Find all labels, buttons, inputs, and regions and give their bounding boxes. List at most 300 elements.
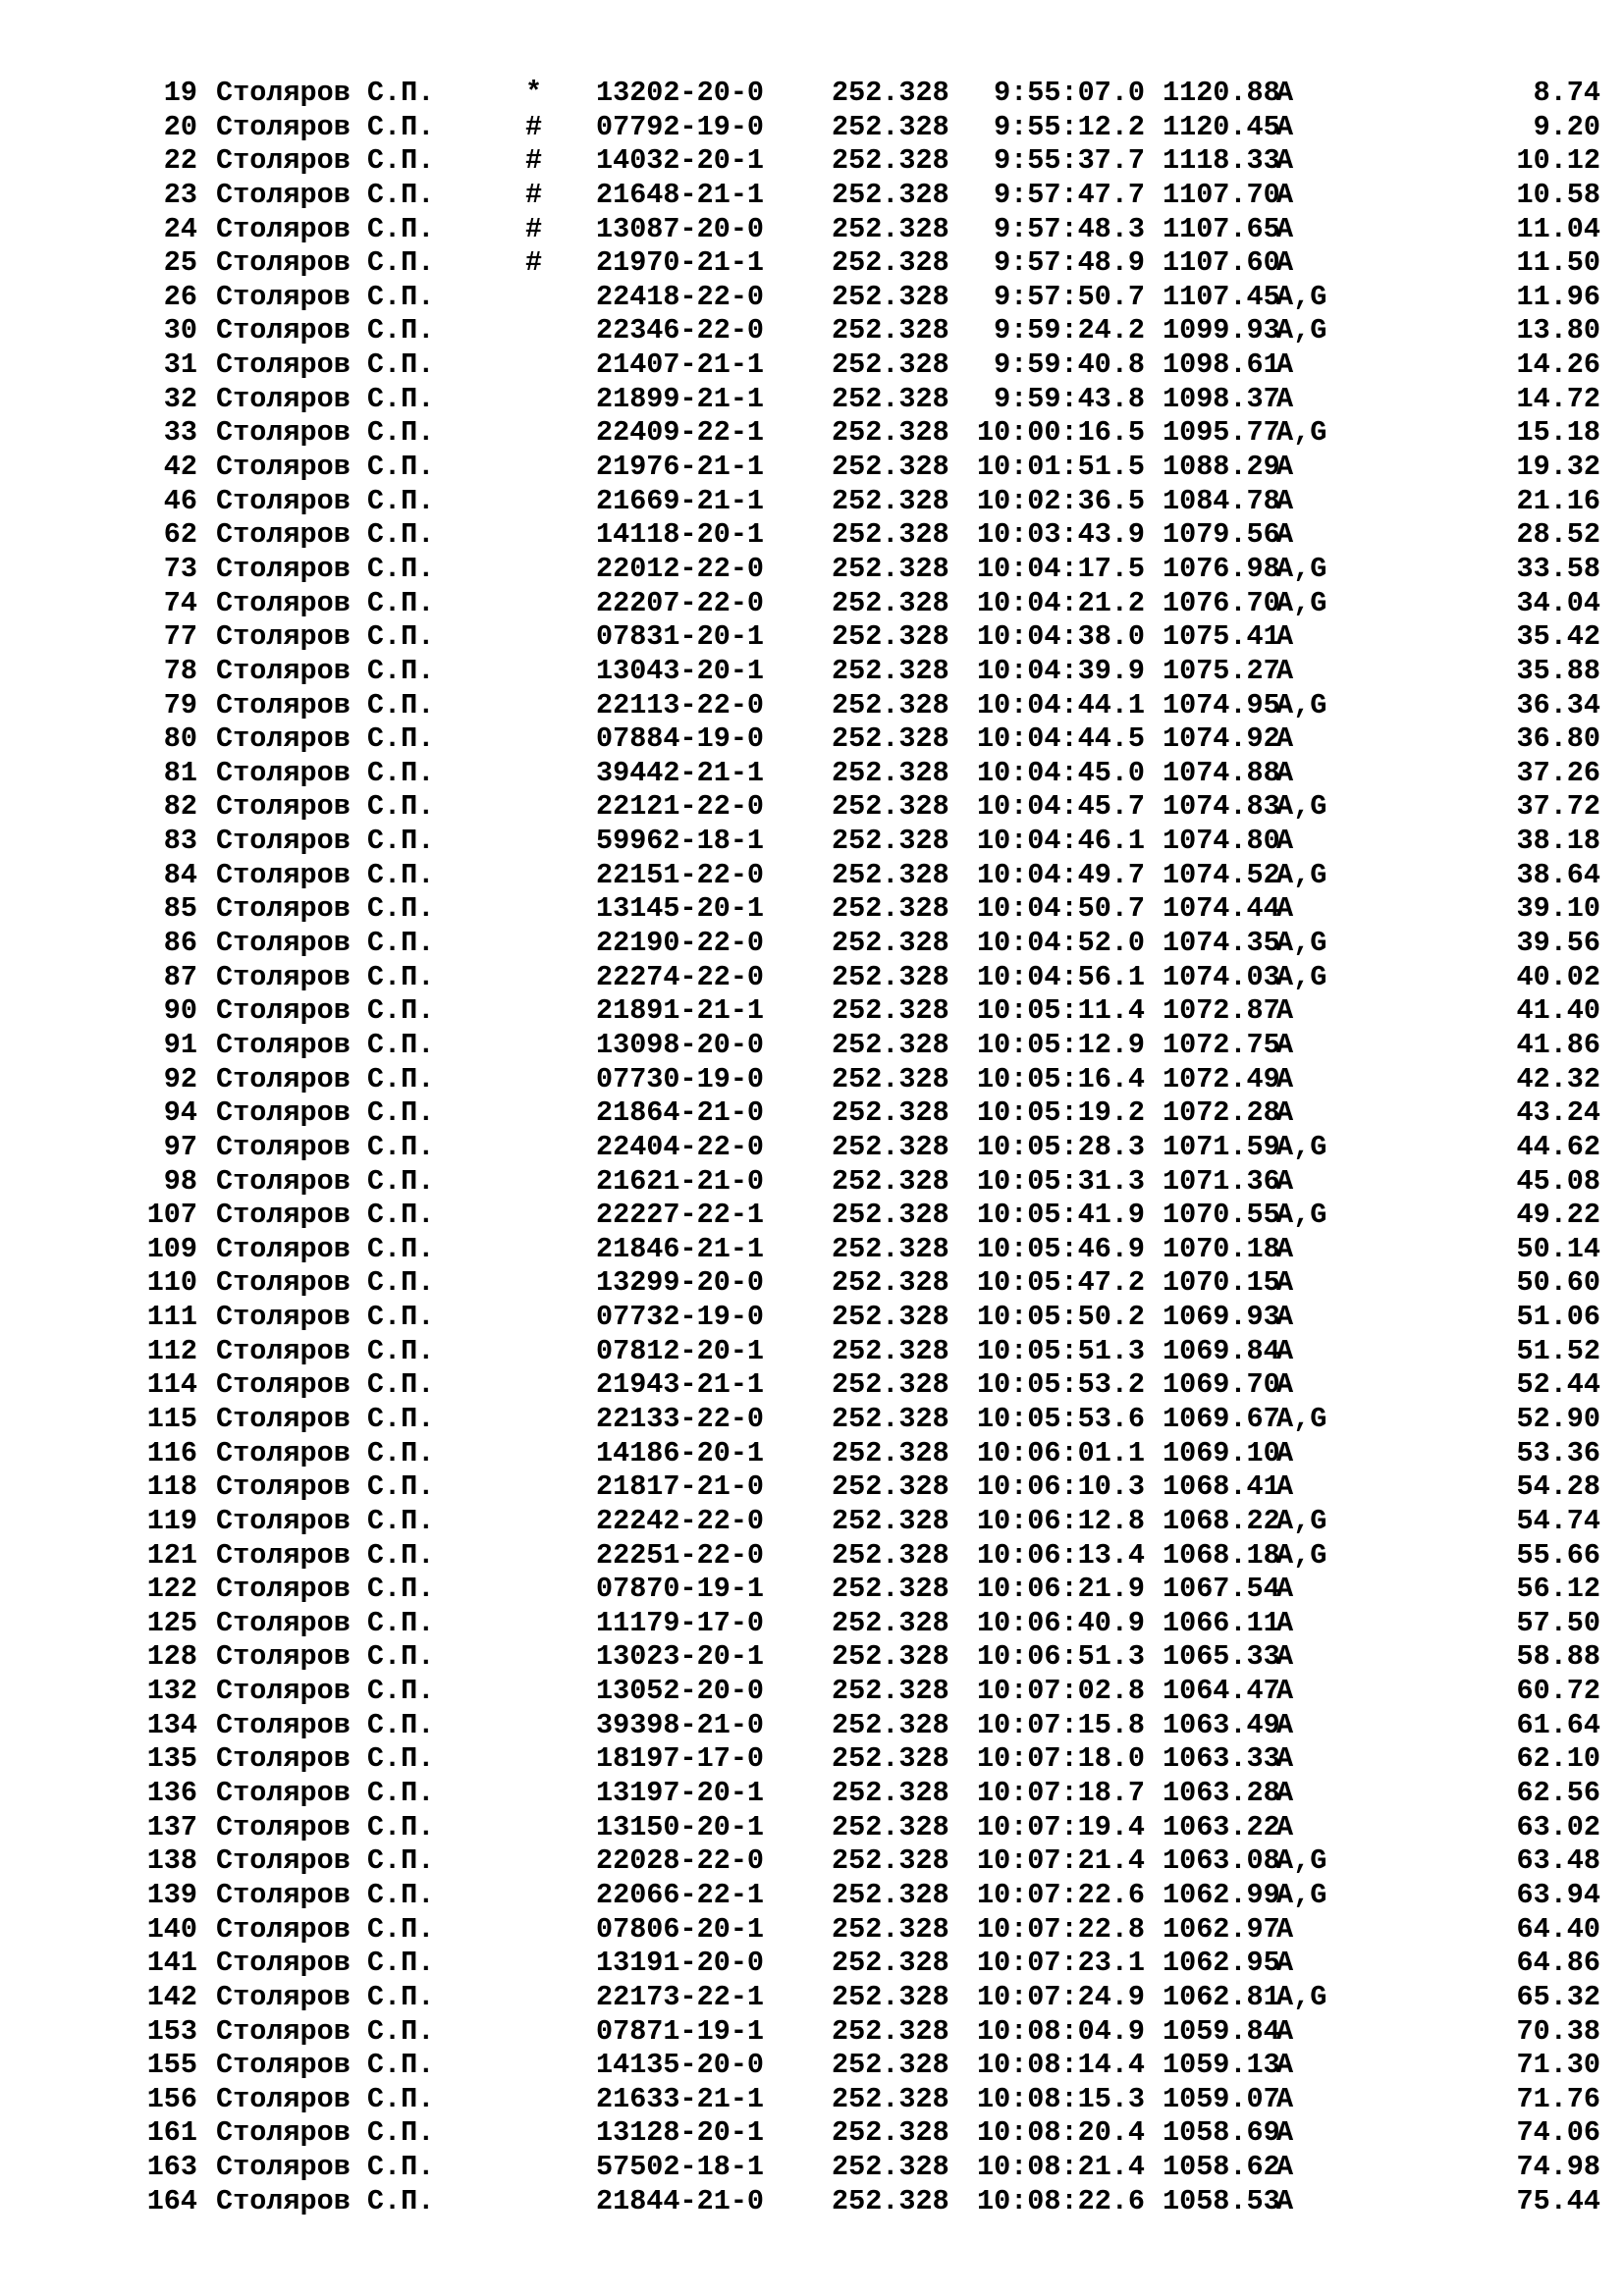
participant-name: Столяров С.П. <box>216 1708 435 1741</box>
speed-value: 1070.18 <box>1163 1232 1280 1265</box>
time-value: 10:08:15.3 <box>976 2082 1145 2115</box>
speed-value: 1079.56 <box>1163 518 1280 552</box>
speed-value: 1088.29 <box>1163 451 1280 484</box>
distance-value: 252.328 <box>832 314 949 347</box>
score-value: 64.86 <box>1516 1947 1600 1980</box>
entry-id: 07831-20-1 <box>596 620 765 654</box>
entry-id: 22190-22-0 <box>596 927 765 960</box>
table-row <box>98 1913 1610 1948</box>
speed-value: 1084.78 <box>1163 484 1280 517</box>
time-value: 10:06:13.4 <box>976 1538 1145 1572</box>
status-code: A,G <box>1276 927 1327 960</box>
score-value: 13.80 <box>1516 314 1600 347</box>
distance-value: 252.328 <box>832 178 949 211</box>
speed-value: 1074.03 <box>1163 960 1280 993</box>
score-value: 19.32 <box>1516 451 1600 484</box>
speed-value: 1107.45 <box>1163 280 1280 313</box>
participant-name: Столяров С.П. <box>216 382 435 415</box>
speed-value: 1074.80 <box>1163 825 1280 858</box>
score-value: 14.72 <box>1516 382 1600 415</box>
entry-id: 22028-22-0 <box>596 1844 765 1878</box>
participant-name: Столяров С.П. <box>216 1232 435 1265</box>
entry-id: 21943-21-1 <box>596 1368 765 1402</box>
entry-id: 21846-21-1 <box>596 1232 765 1265</box>
entry-id: 07730-19-0 <box>596 1062 765 1095</box>
status-code: A,G <box>1276 1844 1327 1878</box>
status-code: A,G <box>1276 1538 1327 1572</box>
participant-name: Столяров С.П. <box>216 1912 435 1946</box>
speed-value: 1074.52 <box>1163 858 1280 891</box>
status-code: A,G <box>1276 416 1327 450</box>
participant-name: Столяров С.П. <box>216 1980 435 2013</box>
participant-name: Столяров С.П. <box>216 1334 435 1367</box>
time-value: 10:05:31.3 <box>976 1164 1145 1198</box>
participant-name: Столяров С.П. <box>216 2184 435 2217</box>
row-number: 42 <box>163 451 197 484</box>
score-value: 52.90 <box>1516 1402 1600 1435</box>
participant-name: Столяров С.П. <box>216 1368 435 1402</box>
time-value: 10:07:24.9 <box>976 1980 1145 2013</box>
participant-name: Столяров С.П. <box>216 892 435 926</box>
entry-id: 21648-21-1 <box>596 178 765 211</box>
mark-flag: # <box>525 144 543 178</box>
row-number: 163 <box>146 2151 197 2184</box>
row-number: 73 <box>163 552 197 585</box>
speed-value: 1069.67 <box>1163 1402 1280 1435</box>
score-value: 21.16 <box>1516 484 1600 517</box>
time-value: 10:07:19.4 <box>976 1810 1145 1843</box>
score-value: 74.06 <box>1516 2116 1600 2150</box>
time-value: 10:05:19.2 <box>976 1096 1145 1130</box>
row-number: 23 <box>163 178 197 211</box>
time-value: 10:04:17.5 <box>976 552 1145 585</box>
status-code: A <box>1276 1096 1294 1130</box>
participant-name: Столяров С.П. <box>216 1777 435 1810</box>
time-value: 10:05:41.9 <box>976 1199 1145 1232</box>
time-value: 10:05:12.9 <box>976 1028 1145 1061</box>
status-code: A <box>1276 1810 1294 1843</box>
distance-value: 252.328 <box>832 1912 949 1946</box>
time-value: 10:07:02.8 <box>976 1675 1145 1708</box>
entry-id: 21891-21-1 <box>596 994 765 1028</box>
speed-value: 1066.11 <box>1163 1606 1280 1639</box>
participant-name: Столяров С.П. <box>216 1810 435 1843</box>
entry-id: 21633-21-1 <box>596 2082 765 2115</box>
row-number: 137 <box>146 1810 197 1843</box>
time-value: 10:04:45.7 <box>976 790 1145 824</box>
participant-name: Столяров С.П. <box>216 994 435 1028</box>
status-code: A <box>1276 2116 1294 2150</box>
participant-name: Столяров С.П. <box>216 1844 435 1878</box>
status-code: A <box>1276 77 1294 109</box>
distance-value: 252.328 <box>832 1436 949 1469</box>
participant-name: Столяров С.П. <box>216 654 435 687</box>
entry-id: 39398-21-0 <box>596 1708 765 1741</box>
time-value: 10:04:44.1 <box>976 688 1145 721</box>
time-value: 10:04:50.7 <box>976 892 1145 926</box>
row-number: 92 <box>163 1062 197 1095</box>
distance-value: 252.328 <box>832 1878 949 1911</box>
speed-value: 1058.53 <box>1163 2184 1280 2217</box>
table-row <box>98 587 1610 621</box>
status-code: A <box>1276 246 1294 280</box>
participant-name: Столяров С.П. <box>216 484 435 517</box>
entry-id: 14186-20-1 <box>596 1436 765 1469</box>
time-value: 10:08:21.4 <box>976 2151 1145 2184</box>
entry-id: 13023-20-1 <box>596 1640 765 1674</box>
speed-value: 1058.62 <box>1163 2151 1280 2184</box>
speed-value: 1074.88 <box>1163 756 1280 789</box>
table-row <box>98 1131 1610 1165</box>
entry-id: 13087-20-0 <box>596 212 765 245</box>
table-row <box>98 722 1610 757</box>
score-value: 54.74 <box>1516 1504 1600 1537</box>
entry-id: 13202-20-0 <box>596 77 765 109</box>
table-row <box>98 1675 1610 1709</box>
speed-value: 1065.33 <box>1163 1640 1280 1674</box>
time-value: 10:03:43.9 <box>976 518 1145 552</box>
row-number: 85 <box>163 892 197 926</box>
distance-value: 252.328 <box>832 2049 949 2082</box>
row-number: 107 <box>146 1199 197 1232</box>
participant-name: Столяров С.П. <box>216 1266 435 1300</box>
score-value: 71.76 <box>1516 2082 1600 2115</box>
row-number: 156 <box>146 2082 197 2115</box>
table-row <box>98 655 1610 689</box>
distance-value: 252.328 <box>832 484 949 517</box>
time-value: 10:07:21.4 <box>976 1844 1145 1878</box>
score-value: 75.44 <box>1516 2184 1600 2217</box>
score-value: 56.12 <box>1516 1573 1600 1606</box>
row-number: 79 <box>163 688 197 721</box>
status-code: A,G <box>1276 790 1327 824</box>
table-row <box>98 1879 1610 1913</box>
entry-id: 22274-22-0 <box>596 960 765 993</box>
participant-name: Столяров С.П. <box>216 620 435 654</box>
distance-value: 252.328 <box>832 994 949 1028</box>
score-value: 62.10 <box>1516 1742 1600 1776</box>
entry-id: 07732-19-0 <box>596 1301 765 1334</box>
participant-name: Столяров С.П. <box>216 451 435 484</box>
row-number: 136 <box>146 1777 197 1810</box>
table-row <box>98 246 1610 281</box>
speed-value: 1074.35 <box>1163 927 1280 960</box>
participant-name: Столяров С.П. <box>216 790 435 824</box>
status-code: A <box>1276 1266 1294 1300</box>
entry-id: 22151-22-0 <box>596 858 765 891</box>
participant-name: Столяров С.П. <box>216 2049 435 2082</box>
distance-value: 252.328 <box>832 77 949 109</box>
time-value: 10:04:44.5 <box>976 722 1145 756</box>
row-number: 118 <box>146 1470 197 1504</box>
participant-name: Столяров С.П. <box>216 2151 435 2184</box>
status-code: A,G <box>1276 960 1327 993</box>
table-row <box>98 2015 1610 2050</box>
time-value: 10:07:18.7 <box>976 1777 1145 1810</box>
entry-id: 21976-21-1 <box>596 451 765 484</box>
participant-name: Столяров С.П. <box>216 348 435 382</box>
speed-value: 1074.95 <box>1163 688 1280 721</box>
time-value: 10:06:12.8 <box>976 1504 1145 1537</box>
distance-value: 252.328 <box>832 1980 949 2013</box>
score-value: 9.20 <box>1533 110 1600 143</box>
status-code: A <box>1276 2082 1294 2115</box>
mark-flag: # <box>525 110 543 143</box>
status-code: A <box>1276 654 1294 687</box>
entry-id: 22133-22-0 <box>596 1402 765 1435</box>
score-value: 70.38 <box>1516 2014 1600 2048</box>
status-code: A <box>1276 1232 1294 1265</box>
participant-name: Столяров С.П. <box>216 1675 435 1708</box>
score-value: 15.18 <box>1516 416 1600 450</box>
status-code: A <box>1276 451 1294 484</box>
speed-value: 1120.45 <box>1163 110 1280 143</box>
row-number: 81 <box>163 756 197 789</box>
status-code: A,G <box>1276 552 1327 585</box>
participant-name: Столяров С.П. <box>216 314 435 347</box>
participant-name: Столяров С.П. <box>216 144 435 178</box>
speed-value: 1071.36 <box>1163 1164 1280 1198</box>
speed-value: 1058.69 <box>1163 2116 1280 2150</box>
score-value: 28.52 <box>1516 518 1600 552</box>
entry-id: 07871-19-1 <box>596 2014 765 2048</box>
row-number: 142 <box>146 1980 197 2013</box>
time-value: 9:57:47.7 <box>994 178 1145 211</box>
status-code: A <box>1276 722 1294 756</box>
time-value: 9:55:07.0 <box>994 77 1145 109</box>
entry-id: 07792-19-0 <box>596 110 765 143</box>
mark-flag: # <box>525 246 543 280</box>
table-row <box>98 1844 1610 1879</box>
score-value: 51.52 <box>1516 1334 1600 1367</box>
status-code: A <box>1276 620 1294 654</box>
distance-value: 252.328 <box>832 1232 949 1265</box>
time-value: 9:57:48.3 <box>994 212 1145 245</box>
speed-value: 1098.37 <box>1163 382 1280 415</box>
participant-name: Столяров С.П. <box>216 77 435 109</box>
speed-value: 1095.77 <box>1163 416 1280 450</box>
time-value: 10:01:51.5 <box>976 451 1145 484</box>
participant-name: Столяров С.П. <box>216 1402 435 1435</box>
table-row <box>98 825 1610 859</box>
score-value: 49.22 <box>1516 1199 1600 1232</box>
participant-name: Столяров С.П. <box>216 1470 435 1504</box>
speed-value: 1069.84 <box>1163 1334 1280 1367</box>
distance-value: 252.328 <box>832 1538 949 1572</box>
row-number: 80 <box>163 722 197 756</box>
table-row <box>98 892 1610 927</box>
entry-id: 22012-22-0 <box>596 552 765 585</box>
entry-id: 21669-21-1 <box>596 484 765 517</box>
speed-value: 1099.93 <box>1163 314 1280 347</box>
row-number: 128 <box>146 1640 197 1674</box>
score-value: 63.48 <box>1516 1844 1600 1878</box>
table-row <box>98 485 1610 519</box>
participant-name: Столяров С.П. <box>216 825 435 858</box>
time-value: 10:07:18.0 <box>976 1742 1145 1776</box>
score-value: 36.34 <box>1516 688 1600 721</box>
table-row <box>98 1470 1610 1505</box>
entry-id: 21864-21-0 <box>596 1096 765 1130</box>
row-number: 134 <box>146 1708 197 1741</box>
table-row <box>98 2116 1610 2151</box>
participant-name: Столяров С.П. <box>216 1504 435 1537</box>
speed-value: 1107.70 <box>1163 178 1280 211</box>
status-code: A,G <box>1276 1402 1327 1435</box>
entry-id: 13098-20-0 <box>596 1028 765 1061</box>
distance-value: 252.328 <box>832 858 949 891</box>
time-value: 10:05:51.3 <box>976 1334 1145 1367</box>
time-value: 10:05:50.2 <box>976 1301 1145 1334</box>
table-row <box>98 518 1610 553</box>
status-code: A <box>1276 1675 1294 1708</box>
speed-value: 1071.59 <box>1163 1130 1280 1163</box>
speed-value: 1075.41 <box>1163 620 1280 654</box>
distance-value: 252.328 <box>832 144 949 178</box>
speed-value: 1063.08 <box>1163 1844 1280 1878</box>
distance-value: 252.328 <box>832 1810 949 1843</box>
table-row <box>98 1777 1610 1811</box>
table-row <box>98 689 1610 723</box>
score-value: 44.62 <box>1516 1130 1600 1163</box>
distance-value: 252.328 <box>832 892 949 926</box>
status-code: A <box>1276 1606 1294 1639</box>
score-value: 37.72 <box>1516 790 1600 824</box>
score-value: 41.40 <box>1516 994 1600 1028</box>
table-row <box>98 859 1610 893</box>
entry-id: 21817-21-0 <box>596 1470 765 1504</box>
participant-name: Столяров С.П. <box>216 722 435 756</box>
status-code: A <box>1276 1640 1294 1674</box>
row-number: 20 <box>163 110 197 143</box>
distance-value: 252.328 <box>832 348 949 382</box>
distance-value: 252.328 <box>832 620 949 654</box>
distance-value: 252.328 <box>832 552 949 585</box>
status-code: A <box>1276 1742 1294 1776</box>
status-code: A <box>1276 892 1294 926</box>
entry-id: 13299-20-0 <box>596 1266 765 1300</box>
row-number: 155 <box>146 2049 197 2082</box>
time-value: 10:04:49.7 <box>976 858 1145 891</box>
table-row <box>98 927 1610 961</box>
time-value: 10:07:22.6 <box>976 1878 1145 1911</box>
time-value: 10:04:21.2 <box>976 586 1145 619</box>
score-value: 51.06 <box>1516 1301 1600 1334</box>
status-code: A <box>1276 110 1294 143</box>
status-code: A <box>1276 1436 1294 1469</box>
time-value: 10:04:46.1 <box>976 825 1145 858</box>
row-number: 91 <box>163 1028 197 1061</box>
table-row <box>98 994 1610 1029</box>
entry-id: 22418-22-0 <box>596 280 765 313</box>
score-value: 62.56 <box>1516 1777 1600 1810</box>
row-number: 125 <box>146 1606 197 1639</box>
distance-value: 252.328 <box>832 1301 949 1334</box>
distance-value: 252.328 <box>832 722 949 756</box>
row-number: 119 <box>146 1504 197 1537</box>
participant-name: Столяров С.П. <box>216 858 435 891</box>
distance-value: 252.328 <box>832 1640 949 1674</box>
row-number: 78 <box>163 654 197 687</box>
table-row <box>98 1199 1610 1233</box>
distance-value: 252.328 <box>832 1199 949 1232</box>
table-row <box>98 2151 1610 2185</box>
participant-name: Столяров С.П. <box>216 1062 435 1095</box>
table-row <box>98 1403 1610 1437</box>
participant-name: Столяров С.П. <box>216 1436 435 1469</box>
entry-id: 22113-22-0 <box>596 688 765 721</box>
status-code: A <box>1276 825 1294 858</box>
participant-name: Столяров С.П. <box>216 1130 435 1163</box>
speed-value: 1072.87 <box>1163 994 1280 1028</box>
row-number: 121 <box>146 1538 197 1572</box>
time-value: 10:05:53.2 <box>976 1368 1145 1402</box>
table-row <box>98 1266 1610 1301</box>
speed-value: 1059.13 <box>1163 2049 1280 2082</box>
row-number: 82 <box>163 790 197 824</box>
score-value: 50.14 <box>1516 1232 1600 1265</box>
entry-id: 07884-19-0 <box>596 722 765 756</box>
table-row <box>98 1742 1610 1777</box>
speed-value: 1059.07 <box>1163 2082 1280 2115</box>
time-value: 10:06:21.9 <box>976 1573 1145 1606</box>
speed-value: 1074.92 <box>1163 722 1280 756</box>
distance-value: 252.328 <box>832 2184 949 2217</box>
status-code: A <box>1276 348 1294 382</box>
table-row <box>98 1368 1610 1403</box>
table-row <box>98 1505 1610 1539</box>
entry-id: 14032-20-1 <box>596 144 765 178</box>
speed-value: 1063.33 <box>1163 1742 1280 1776</box>
distance-value: 252.328 <box>832 1708 949 1741</box>
score-value: 43.24 <box>1516 1096 1600 1130</box>
distance-value: 252.328 <box>832 1573 949 1606</box>
row-number: 32 <box>163 382 197 415</box>
distance-value: 252.328 <box>832 1062 949 1095</box>
row-number: 135 <box>146 1742 197 1776</box>
speed-value: 1076.70 <box>1163 586 1280 619</box>
score-value: 14.26 <box>1516 348 1600 382</box>
row-number: 138 <box>146 1844 197 1878</box>
score-value: 38.18 <box>1516 825 1600 858</box>
speed-value: 1062.97 <box>1163 1912 1280 1946</box>
table-row <box>98 144 1610 179</box>
time-value: 10:08:04.9 <box>976 2014 1145 2048</box>
score-value: 37.26 <box>1516 756 1600 789</box>
speed-value: 1067.54 <box>1163 1573 1280 1606</box>
distance-value: 252.328 <box>832 110 949 143</box>
score-value: 35.42 <box>1516 620 1600 654</box>
table-row <box>98 416 1610 451</box>
speed-value: 1068.22 <box>1163 1504 1280 1537</box>
table-row <box>98 620 1610 655</box>
entry-id: 59962-18-1 <box>596 825 765 858</box>
entry-id: 18197-17-0 <box>596 1742 765 1776</box>
score-value: 10.12 <box>1516 144 1600 178</box>
entry-id: 21899-21-1 <box>596 382 765 415</box>
participant-name: Столяров С.П. <box>216 280 435 313</box>
row-number: 31 <box>163 348 197 382</box>
status-code: A <box>1276 756 1294 789</box>
row-number: 84 <box>163 858 197 891</box>
entry-id: 13191-20-0 <box>596 1947 765 1980</box>
score-value: 52.44 <box>1516 1368 1600 1402</box>
distance-value: 252.328 <box>832 1504 949 1537</box>
status-code: A <box>1276 1912 1294 1946</box>
participant-name: Столяров С.П. <box>216 552 435 585</box>
status-code: A,G <box>1276 314 1327 347</box>
row-number: 139 <box>146 1878 197 1911</box>
